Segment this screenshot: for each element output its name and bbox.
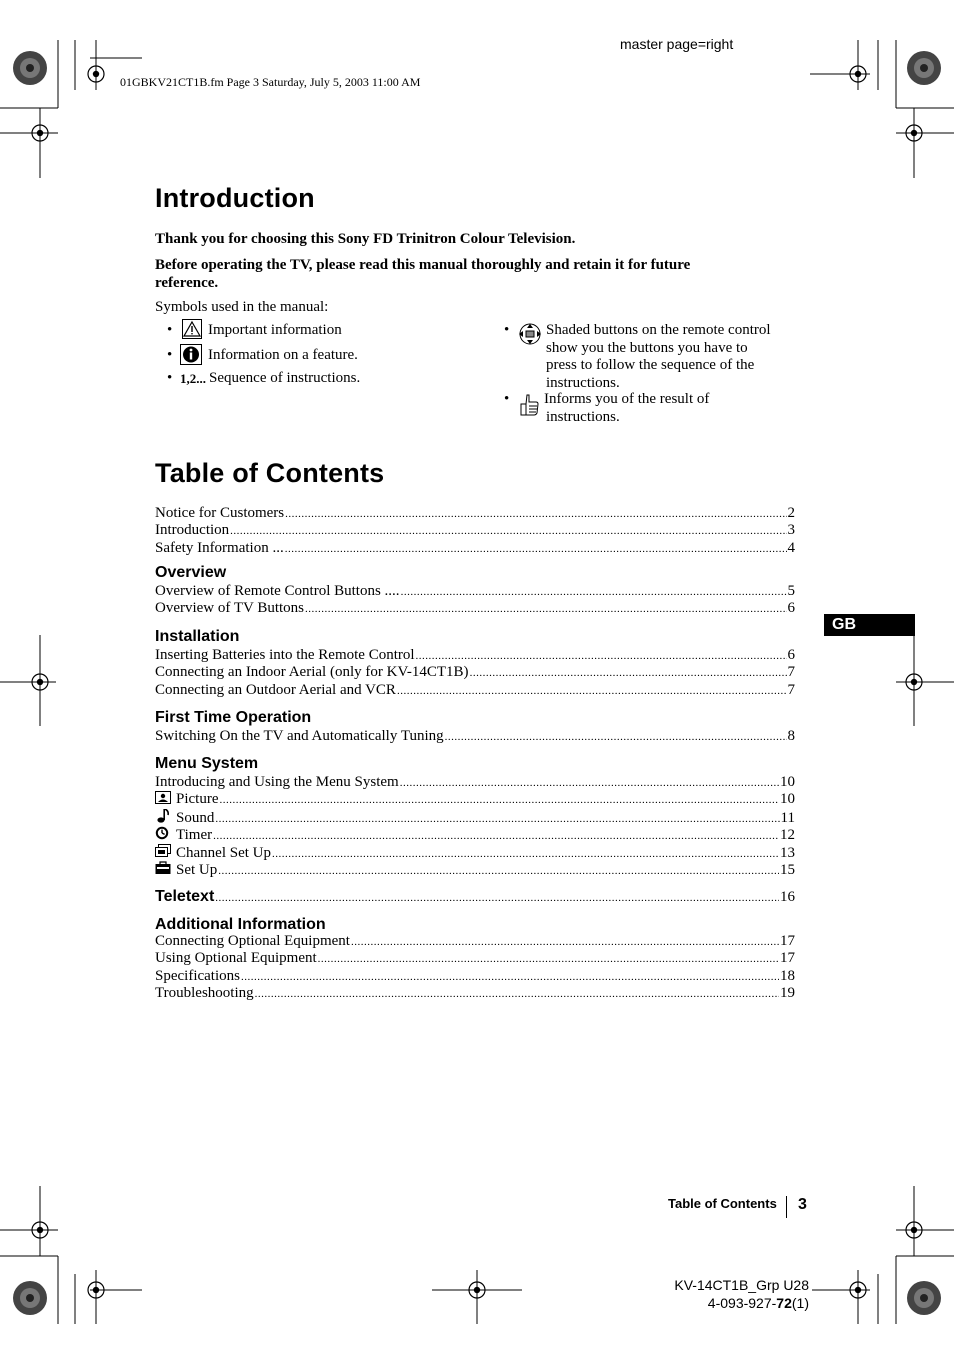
- result-line-2: instructions.: [546, 408, 620, 425]
- sound-icon: [155, 809, 171, 822]
- toc-entry[interactable]: Timer ..... 12: [155, 826, 795, 843]
- toc-section-heading: Overview: [155, 564, 227, 581]
- shaded-buttons-line-2: show you the buttons you have to: [546, 339, 748, 356]
- toc-section-heading: Teletext: [155, 888, 215, 905]
- toc-entry[interactable]: Overview of TV Buttons ..... 6: [155, 600, 795, 617]
- shaded-buttons-line-1: Shaded buttons on the remote control: [546, 322, 771, 338]
- symbol-text: Sequence of instructions.: [209, 370, 361, 386]
- toc-section-heading: Installation: [155, 628, 240, 645]
- footer-section-label: Table of Contents: [668, 1196, 777, 1211]
- toc-group-general: [155, 505, 795, 557]
- toc-entry[interactable]: Specifications ..... 18: [155, 968, 795, 985]
- model-code: [560, 1276, 809, 1312]
- toc-entry[interactable]: Using Optional Equipment ..... 17: [155, 950, 795, 967]
- shaded-buttons-line-4: instructions.: [546, 374, 620, 391]
- toc-entry[interactable]: Introduction ..... 3: [155, 522, 795, 539]
- before-operating-line-2: reference.: [155, 275, 219, 291]
- result-line-1: Informs you of the result of: [544, 391, 710, 407]
- remote-pad-icon: [516, 322, 544, 352]
- toc-entry[interactable]: Notice for Customers ..... 2: [155, 505, 795, 522]
- thanks-text: Thank you for choosing this Sony FD Trinitron Colour Television.: [155, 231, 576, 247]
- toc-title: Table of Contents: [155, 458, 385, 488]
- toc-entry[interactable]: Connecting Optional Equipment ..... 17: [155, 933, 795, 950]
- channel-setup-icon: [155, 844, 171, 857]
- model-line-2: 4-093-927-72(1): [707, 1295, 809, 1311]
- symbols-label: Symbols used in the manual:: [155, 299, 329, 315]
- language-tab-gb: GB: [824, 614, 915, 636]
- thumbs-up-icon: [520, 393, 540, 423]
- file-info-line: 01GBKV21CT1B.fm Page 3 Saturday, July 5, 2003 11:00 AM: [120, 75, 421, 89]
- toc-entry[interactable]: Channel Set Up ..... 13: [155, 844, 795, 861]
- toc-group-menu-system: [155, 754, 795, 878]
- toc-entry[interactable]: Troubleshooting ..... 19: [155, 985, 795, 1002]
- toc-entry[interactable]: Overview of Remote Control Buttons .... ..... 5: [155, 583, 795, 600]
- page-number: 3: [798, 1196, 807, 1213]
- toc-entry[interactable]: Inserting Batteries into the Remote Control ..... 6: [155, 647, 795, 664]
- model-line-1: KV-14CT1B_Grp U28: [674, 1277, 809, 1293]
- toc-entry[interactable]: Safety Information ... ..... 4: [155, 540, 795, 557]
- toc-entry[interactable]: Connecting an Indoor Aerial (only for KV-14CT1B) ..... 7: [155, 664, 795, 681]
- toc-section-heading: First Time Operation: [155, 709, 312, 726]
- toc-entry[interactable]: Switching On the TV and Automatically Tuning ..... 8: [155, 728, 795, 745]
- toc-section-heading: Menu System: [155, 755, 259, 772]
- master-page-label: master page=right: [620, 36, 734, 52]
- warning-icon: [182, 319, 202, 345]
- toc-group-installation: [155, 627, 795, 699]
- footer-divider: [786, 1196, 787, 1218]
- toc-section-heading: Additional Information: [155, 916, 326, 933]
- toc-entry[interactable]: Teletext ..... 16: [155, 887, 795, 907]
- before-operating-line-1: Before operating the TV, please read this manual thoroughly and retain it for future: [155, 257, 691, 273]
- setup-icon: [155, 861, 171, 874]
- sequence-prefix: 1,2...: [180, 371, 206, 386]
- toc-entry[interactable]: Set Up ..... 15: [155, 861, 795, 878]
- toc-entry[interactable]: Connecting an Outdoor Aerial and VCR ..... 7: [155, 682, 795, 699]
- toc-group-additional-information: [155, 915, 795, 1003]
- introduction-title: Introduction: [155, 183, 315, 213]
- toc-entry[interactable]: Picture ..... 10: [155, 791, 795, 808]
- timer-icon: [155, 826, 171, 839]
- symbol-text: Important information: [208, 322, 342, 338]
- toc-group-overview: [155, 563, 795, 618]
- toc-group-first-time-operation: [155, 708, 795, 745]
- picture-icon: [155, 791, 171, 804]
- shaded-buttons-line-3: press to follow the sequence of the: [546, 357, 755, 373]
- info-icon: [180, 344, 202, 371]
- toc-group-teletext: [155, 887, 795, 907]
- symbol-text: Information on a feature.: [208, 347, 358, 363]
- toc-entry[interactable]: Introducing and Using the Menu System ..... 10: [155, 774, 795, 791]
- toc-entry[interactable]: Sound ..... 11: [155, 809, 795, 826]
